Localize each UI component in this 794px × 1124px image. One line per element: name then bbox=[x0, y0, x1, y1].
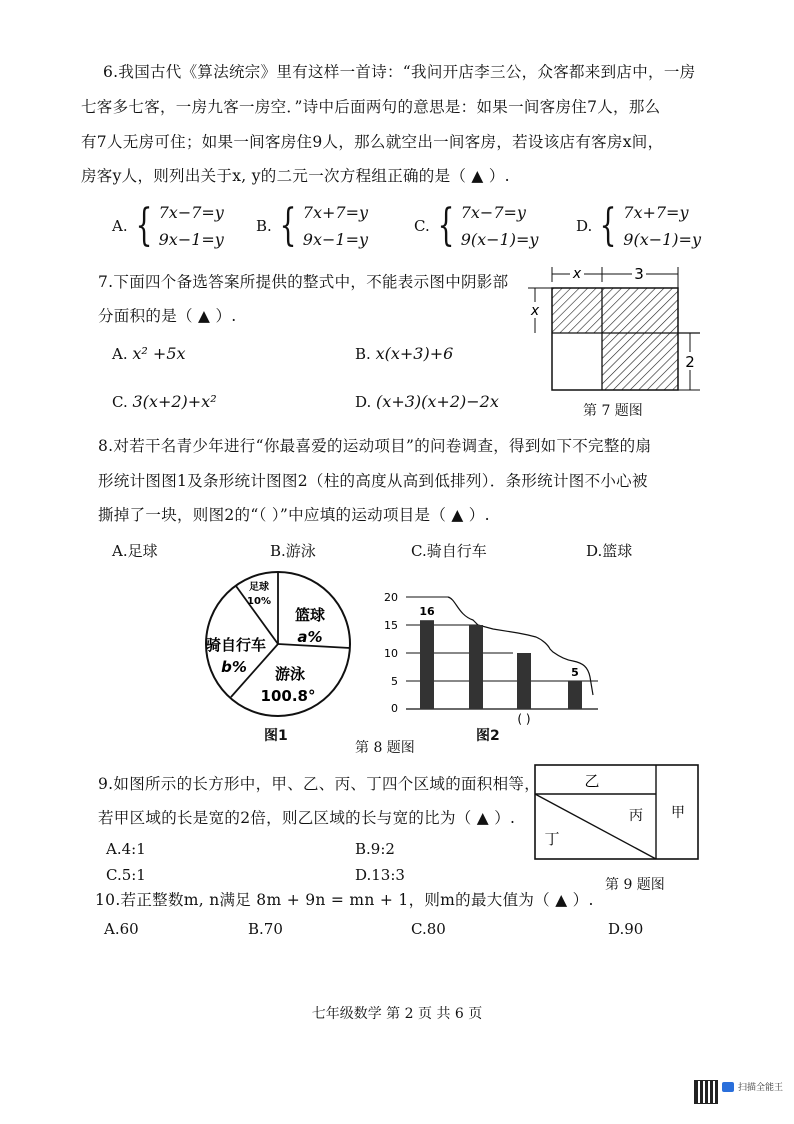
q7-line-1: 7.下面四个备选答案所提供的整式中，不能表示图中阴影部 bbox=[98, 273, 509, 291]
q9-caption: 第 9 题图 bbox=[605, 877, 665, 893]
q6-line-2: 七客多七客，一房九客一房空．”诗中后面两句的意思是：如果一间客房住7人，那么 bbox=[81, 98, 661, 116]
pie-label-bike: 骑自行车 bbox=[205, 636, 267, 654]
q6-line-1: 6.我国古代《算法统宗》里有这样一首诗：“我问开店李三公，众客都来到店中，一房 bbox=[103, 63, 696, 81]
q7-label-top-x: x bbox=[572, 266, 582, 282]
q7-label-left-x: x bbox=[530, 303, 540, 319]
ytick-10: 10 bbox=[384, 647, 398, 660]
brace-icon: { bbox=[279, 200, 297, 251]
q7-label-right-2: 2 bbox=[685, 353, 695, 371]
q8-line-2: 形统计图图1及条形统计图图2（柱的高度从高到低排列）．条形统计图不小心被 bbox=[98, 472, 648, 490]
q9-figure bbox=[530, 762, 705, 862]
q7-shaded-rect bbox=[602, 288, 678, 390]
pie-label-basketball: 篮球 bbox=[294, 606, 326, 624]
q8-pie-caption: 图1 bbox=[264, 728, 288, 744]
q10-option-d: D.90 bbox=[608, 920, 644, 938]
q8-option-c: C.骑自行车 bbox=[411, 542, 487, 560]
q8-option-a: A.足球 bbox=[112, 542, 158, 560]
q7-option-b-expr: x(x+3)+6 bbox=[375, 344, 454, 363]
q9-label-yi: 乙 bbox=[584, 772, 600, 790]
q10-option-c: C.80 bbox=[411, 920, 446, 938]
q8-bar-caption: 图2 bbox=[476, 728, 500, 744]
q6-option-d bbox=[576, 199, 701, 253]
q8-option-b: B.游泳 bbox=[270, 542, 316, 560]
q7-option-b bbox=[355, 344, 453, 363]
q8-bar-chart bbox=[378, 585, 603, 735]
q6-option-c-eq1: 7x−7=y bbox=[460, 203, 526, 222]
q9-option-c: C.5:1 bbox=[106, 866, 146, 884]
q8-line-1: 8.对若干名青少年进行“你最喜爱的运动项目”的问卷调查，得到如下不完整的扇 bbox=[98, 437, 652, 455]
bar-2 bbox=[469, 625, 483, 709]
ytick-5: 5 bbox=[391, 675, 398, 688]
q6-option-a-eq1: 7x−7=y bbox=[158, 203, 224, 222]
q7-option-d bbox=[355, 392, 499, 411]
q7-option-d-label: D. bbox=[355, 393, 372, 411]
q9-line-2: 若甲区域的长是宽的2倍，则乙区域的长与宽的比为（ ▲ ）. bbox=[98, 809, 516, 827]
q6-line-4: 房客y人，则列出关于x, y的二元一次方程组正确的是（ ▲ ）. bbox=[81, 167, 510, 185]
pie-pct-football: 10% bbox=[247, 596, 271, 607]
bar-1-label: 16 bbox=[419, 605, 435, 618]
scanner-watermark: 扫描全能王 bbox=[738, 1083, 784, 1093]
q6-option-c-label: C. bbox=[414, 217, 430, 235]
bar-1 bbox=[420, 620, 434, 709]
q7-caption: 第 7 题图 bbox=[583, 403, 643, 419]
q7-shaded-square bbox=[552, 288, 602, 333]
brace-icon: { bbox=[599, 200, 617, 251]
q6-option-d-eq2: 9(x−1)=y bbox=[623, 230, 701, 249]
q7-figure bbox=[520, 262, 710, 402]
q6-line-3: 有7人无房可住；如果一间客房住9人，那么就空出一间客房，若设该店有客房x间， bbox=[81, 133, 664, 151]
q6-option-b-label: B. bbox=[256, 217, 272, 235]
pie-label-football: 足球 bbox=[249, 582, 269, 593]
q6-option-d-label: D. bbox=[576, 217, 593, 235]
q7-option-a-label: A. bbox=[112, 345, 128, 363]
q8-option-d: D.篮球 bbox=[586, 542, 633, 560]
q6-option-c bbox=[414, 199, 538, 253]
q6-option-d-eq1: 7x+7=y bbox=[623, 203, 689, 222]
q7-label-top-3: 3 bbox=[634, 265, 644, 283]
q9-label-bing: 丙 bbox=[629, 808, 643, 824]
q7-option-b-label: B. bbox=[355, 345, 371, 363]
q10-option-b: B.70 bbox=[248, 920, 283, 938]
q7-option-a-expr: x² +5x bbox=[132, 344, 186, 363]
q10-stem: 10.若正整数m, n满足 8m + 9n = mn + 1，则m的最大值为（ ▲ ）. bbox=[95, 891, 594, 909]
q9-option-b: B.9:2 bbox=[355, 840, 395, 858]
pie-label-swim: 游泳 bbox=[274, 665, 306, 683]
q6-option-b-eq1: 7x+7=y bbox=[302, 203, 369, 222]
q9-label-jia: 甲 bbox=[671, 805, 685, 821]
q7-line-2: 分面积的是（ ▲ ）. bbox=[98, 307, 237, 325]
q9-option-a: A.4:1 bbox=[106, 840, 146, 858]
ytick-15: 15 bbox=[384, 619, 398, 632]
q9-label-ding: 丁 bbox=[544, 830, 560, 848]
q6-option-b-eq2: 9x−1=y bbox=[302, 230, 369, 249]
q8-line-3: 撕掉了一块，则图2的“（ ）”中应填的运动项目是（ ▲ ）. bbox=[98, 506, 490, 524]
pie-pct-basketball: a% bbox=[297, 628, 323, 646]
pie-pct-bike: b% bbox=[221, 658, 247, 676]
brace-icon: { bbox=[437, 200, 455, 251]
ytick-20: 20 bbox=[384, 591, 398, 604]
q7-option-a bbox=[112, 344, 186, 363]
q7-option-c bbox=[112, 392, 217, 411]
bar-4 bbox=[568, 681, 582, 709]
q7-option-d-expr: (x+3)(x+2)−2x bbox=[376, 392, 499, 411]
scanner-logo-icon bbox=[722, 1082, 734, 1092]
q8-caption: 第 8 题图 bbox=[355, 740, 415, 756]
page-footer: 七年级数学 第 2 页 共 6 页 bbox=[311, 1006, 483, 1022]
q7-option-c-expr: 3(x+2)+x² bbox=[132, 392, 217, 411]
q6-option-a bbox=[112, 199, 224, 253]
qr-code-icon bbox=[694, 1080, 718, 1104]
q7-option-c-label: C. bbox=[112, 393, 128, 411]
q10-option-a: A.60 bbox=[104, 920, 139, 938]
q6-option-a-label: A. bbox=[112, 217, 128, 235]
ytick-0: 0 bbox=[391, 702, 398, 715]
brace-icon: { bbox=[135, 200, 153, 251]
q9-option-d: D.13:3 bbox=[355, 866, 405, 884]
pie-deg-swim: 100.8° bbox=[260, 687, 316, 705]
q6-option-c-eq2: 9(x−1)=y bbox=[460, 230, 539, 249]
q6-option-b bbox=[256, 199, 368, 253]
bar-4-label: 5 bbox=[571, 666, 579, 679]
bar-blank-label: ( ) bbox=[517, 712, 531, 726]
q6-option-a-eq2: 9x−1=y bbox=[158, 230, 224, 249]
q8-pie-chart bbox=[198, 570, 363, 720]
bar-3 bbox=[517, 653, 531, 709]
q9-line-1: 9.如图所示的长方形中，甲、乙、丙、丁四个区域的面积相等， bbox=[98, 775, 540, 793]
